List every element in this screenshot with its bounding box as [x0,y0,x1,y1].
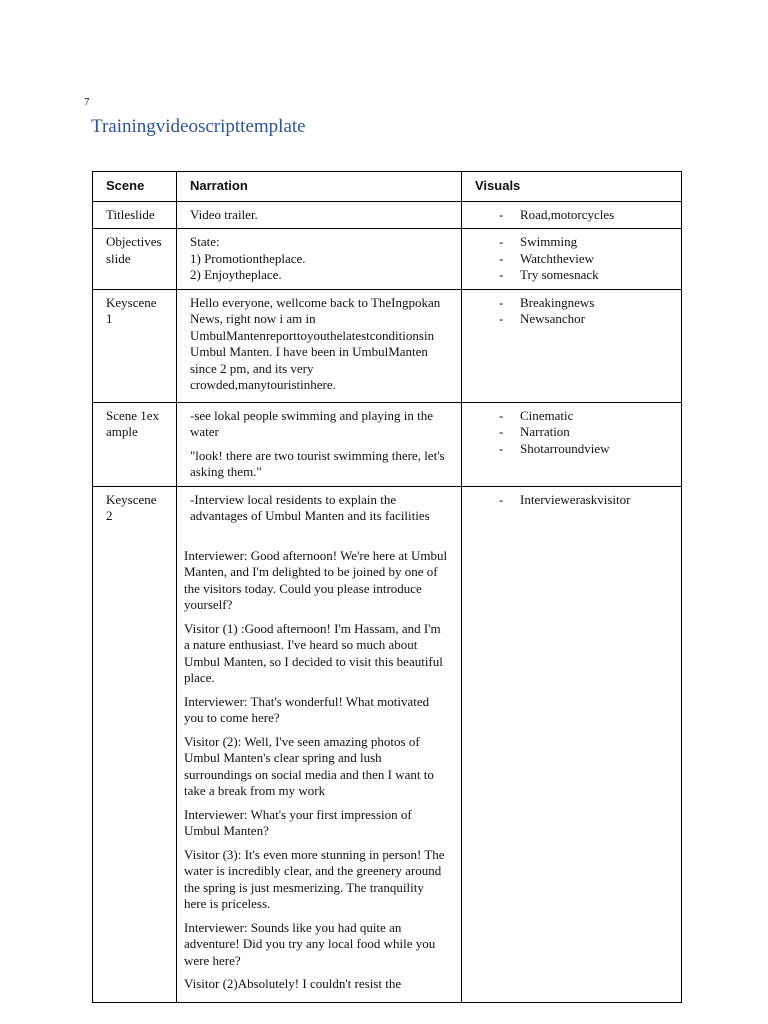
visuals-cell [462,289,682,402]
script-table [92,171,682,1003]
scene-name: Scene 1example [106,407,160,439]
narration-line: -Interview local residents to explain the advantages of Umbul Manten and its facilities [190,491,430,523]
visuals-list [475,492,668,509]
visuals-list [475,295,668,328]
scene-name: Objectivesslide [106,234,162,266]
narration-line: -see lokal people swimming and playing in the water [190,407,433,439]
table-row [93,486,682,1002]
visual-item: - Breakingnews [475,295,668,312]
scene-cell [93,201,177,229]
narration-cell [177,201,462,229]
header-visuals: Visuals [462,172,682,202]
narration-line: 2) Enjoytheplace. [190,267,282,282]
narration-cell [177,229,462,290]
dialogue-line: Interviewer: What's your first impression of Umbul Manten? [184,806,412,838]
dialogue-line: Interviewer: That's wonderful! What motivated you to come here? [184,693,430,725]
visual-item: - Intervieweraskvisitor [475,492,668,509]
narration-line: Video trailer. [190,206,258,222]
visual-item: - Shotarroundview [475,441,668,458]
visuals-list [475,408,668,458]
scene-cell [93,289,177,402]
narration-line: Hello everyone, wellcome back to TheIngpokan News, right now i am in UmbulMantenreporttoyouthelatestconditionsin Umbul Manten. I have been in UmbulManten since 2 pm, and its very crowded,manytouristinhere. [190,294,441,392]
visuals-cell [462,229,682,290]
scene-cell [93,229,177,290]
scene-cell [93,402,177,486]
header-narration: Narration [177,172,462,202]
visual-item: - Narration [475,424,668,441]
page-number: 7 [84,96,90,108]
header-scene: Scene [93,172,177,202]
interview-dialogue [184,548,448,993]
scene-name: Keyscene2 [106,491,157,523]
visual-item: - Watchtheview [475,251,668,268]
visual-item: - Swimming [475,234,668,251]
visuals-cell [462,402,682,486]
visual-item: - Road,motorcycles [475,207,668,224]
dialogue-line: Interviewer: Sounds like you had quite an adventure! Did you try any local food while you were here? [184,919,436,968]
table-row [93,229,682,290]
visuals-cell [462,201,682,229]
narration-cell [177,289,462,402]
visual-item: - Newsanchor [475,311,668,328]
scene-name: Titleslide [106,206,155,222]
visual-item: - Try somesnack [475,267,668,284]
table-row [93,201,682,229]
dialogue-line: Visitor (1) :Good afternoon! I'm Hassam, and I'm a nature enthusiast. I've heard so much about Umbul Manten, so I decided to visit this beautiful place. [184,620,443,685]
document-title: Trainingvideoscripttemplate [91,116,306,137]
scene-name: Keyscene1 [106,294,157,326]
narration-line: "look! there are two tourist swimming there, let's asking them." [190,447,445,479]
dialogue-line: Visitor (3): It's even more stunning in person! The water is incredibly clear, and the greenery around the spring is just mesmerizing. The tranquility here is priceless. [184,846,445,911]
table-header-row [93,172,682,202]
narration-cell [177,402,462,486]
visual-item: - Cinematic [475,408,668,425]
narration-cell [177,486,462,1002]
narration-line: State: [190,234,220,249]
dialogue-line: Visitor (2)Absolutely! I couldn't resist the [184,976,402,991]
visuals-list [475,234,668,284]
narration-line: 1) Promotiontheplace. [190,250,306,266]
table-row [93,289,682,402]
scene-cell [93,486,177,1002]
dialogue-line: Interviewer: Good afternoon! We're here at Umbul Manten, and I'm delighted to be joined by one of the visitors today. Could you please introduce yourself? [184,547,448,612]
table-row [93,402,682,486]
visuals-cell [462,486,682,1002]
dialogue-line: Visitor (2): Well, I've seen amazing photos of Umbul Manten's clear spring and lush surroundings on social media and then I want to take a break from my work [184,733,434,798]
visuals-list [475,207,668,224]
